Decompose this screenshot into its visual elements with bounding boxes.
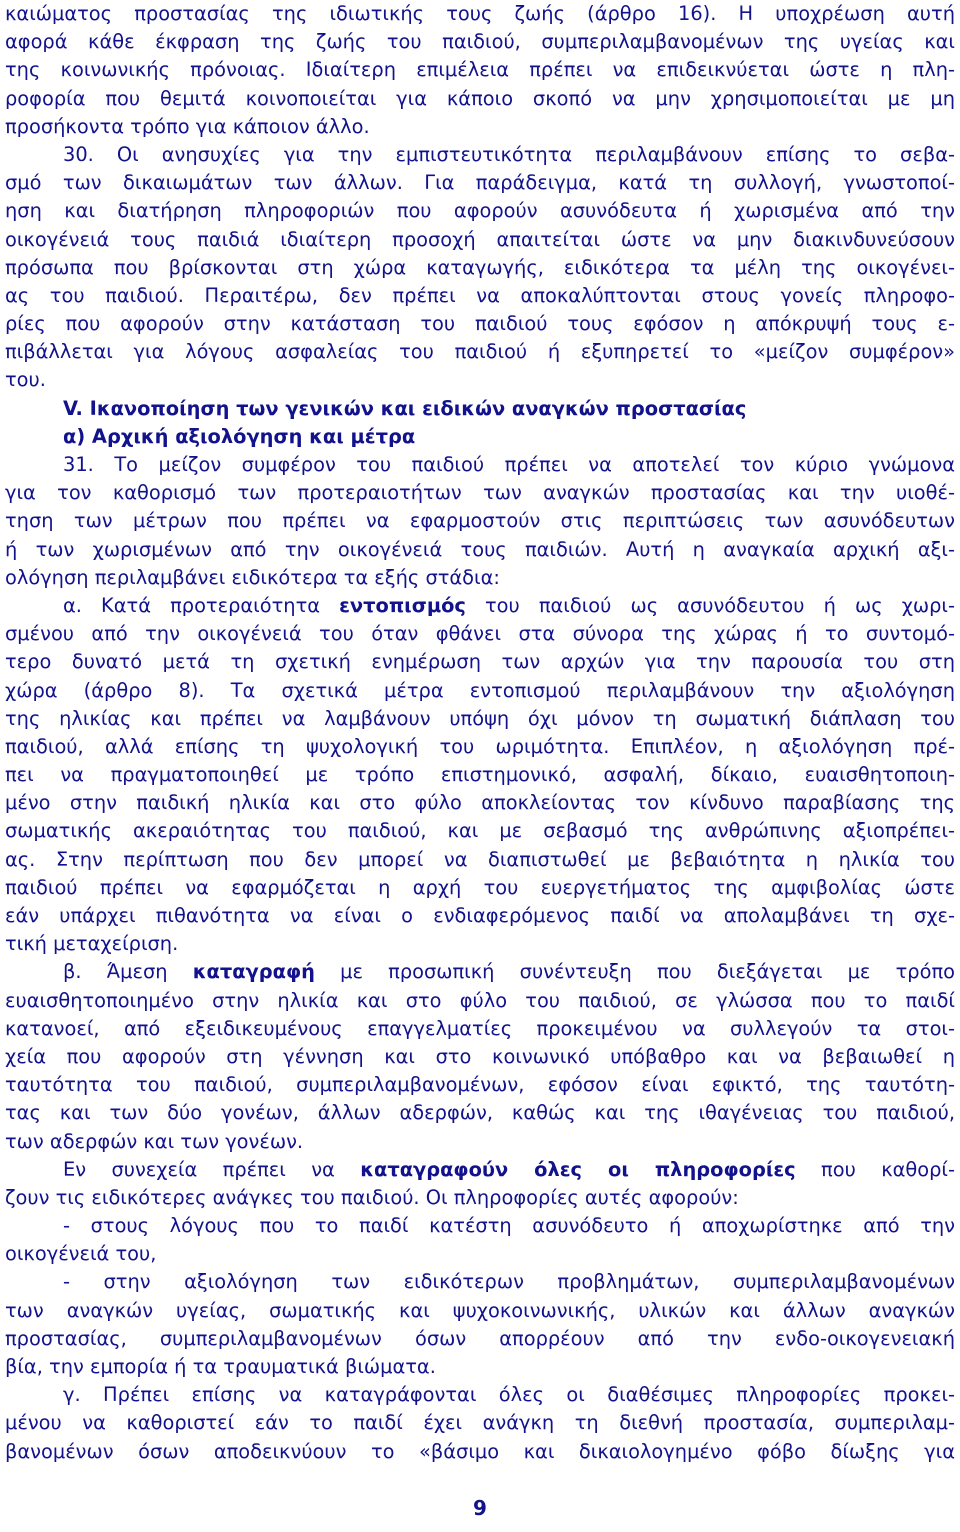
text-run: προστασίας, συμπεριλαμβανομένων όσων απορρέουν από την ενδο-οικογενειακή <box>5 1326 955 1350</box>
text-line <box>5 395 955 423</box>
text-run: ας. Στην περίπτωση που δεν μπορεί να διαπιστωθεί με βεβαιότητα η ηλικία του <box>5 847 955 871</box>
text-run: οικογένειά του, <box>5 1242 157 1266</box>
text-line <box>5 677 955 705</box>
text-line <box>5 1212 955 1240</box>
text-run: σμένου από την οικογένειά του όταν φθάνει στα σύνορα της χώρας ή το συντομό- <box>5 622 955 646</box>
text-run: των αδερφών και των γονέων. <box>5 1129 304 1153</box>
text-line <box>5 564 955 592</box>
text-line <box>5 0 955 28</box>
text-line <box>5 536 955 564</box>
text-line <box>5 846 955 874</box>
text-line <box>5 733 955 761</box>
text-line <box>5 987 955 1015</box>
text-line <box>5 958 955 986</box>
text-run: 31. Το μείζον συμφέρον του παιδιού πρέπει να αποτελεί τον κύριο γνώμονα <box>63 453 955 476</box>
text-line <box>5 1297 955 1325</box>
text-run: οικογένειά τους παιδιά ιδιαίτερη προσοχή απαιτείται ώστε να μην διακινδυνεύσουν <box>5 227 955 251</box>
text-line <box>5 56 955 84</box>
text-line <box>5 902 955 930</box>
page-number: 9 <box>473 1496 487 1520</box>
text-line <box>5 338 955 366</box>
text-line <box>5 1184 955 1212</box>
text-run: α. Κατά προτεραιότητα <box>63 593 340 617</box>
text-run: τερο δυνατό μετά τη σχετική ενημέρωση των αρχών για την παρουσία του στη <box>5 650 955 674</box>
text-line <box>5 1268 955 1296</box>
text-line <box>5 1353 955 1381</box>
text-line <box>5 1043 955 1071</box>
text-line <box>5 1240 955 1268</box>
text-line <box>5 423 955 451</box>
text-run: καιώματος προστασίας της ιδιωτικής τους ζωής (άρθρο 16). Η υποχρέωση αυτή <box>5 2 955 25</box>
bold-text: καταγραφή <box>192 960 315 984</box>
text-run: ηση και διατήρηση πληροφοριών που αφορούν ασυνόδευτα ή χωρισμένα από την <box>5 199 955 223</box>
text-line <box>5 1409 955 1437</box>
text-run: χεία που αφορούν στη γέννηση και στο κοινωνικό υπόβαθρο και να βεβαιωθεί η <box>5 1044 955 1068</box>
text-run: ροφορία που θεμιτά κοινοποιείται για κάποιο σκοπό να μην χρησιμοποιείται με μη <box>5 86 955 110</box>
text-line <box>5 789 955 817</box>
text-line <box>5 1438 955 1466</box>
text-run: παιδιού, αλλά επίσης τη ψυχολογική του ωριμότητα. Επιπλέον, η αξιολόγηση πρέ- <box>5 734 955 758</box>
text-run: μένο στην παιδική ηλικία και στο φύλο αποκλείοντας τον κίνδυνο παραβίασης της <box>5 791 955 815</box>
text-run: πει να πραγματοποιηθεί με τρόπο επιστημονικό, ασφαλή, δίκαιο, ευαισθητοποιη- <box>5 763 955 787</box>
text-run: για τον καθορισμό των προτεραιοτήτων των αναγκών προστασίας και την υιοθέ- <box>5 481 955 505</box>
text-run: α) Αρχική αξιολόγηση και μέτρα <box>63 424 416 448</box>
text-run: του. <box>5 368 46 392</box>
text-run: μένου να καθοριστεί εάν το παιδί έχει ανάγκη τη διεθνή προστασία, συμπεριλαμ- <box>5 1411 955 1435</box>
text-line <box>5 1015 955 1043</box>
text-line <box>5 1381 955 1409</box>
text-line <box>5 451 955 479</box>
text-run: ταυτότητα του παιδιού, συμπεριλαμβανομένων, εφόσον είναι εφικτό, της ταυτότη- <box>5 1073 955 1097</box>
text-line <box>5 705 955 733</box>
text-run: βανομένων όσων αποδεικνύουν το «βάσιμο και δικαιολογημένο φόβο δίωξης για <box>5 1439 955 1463</box>
text-line <box>5 113 955 141</box>
text-run: με προσωπική συνέντευξη που διεξάγεται με τρόπο <box>314 960 955 984</box>
text-run: βία, την εμπορία ή τα τραυματικά βιώματα. <box>5 1355 436 1378</box>
text-line <box>5 507 955 535</box>
text-run: πιβάλλεται για λόγους ασφαλείας του παιδιού ή εξυπηρετεί το «μείζον συμφέρον» <box>5 340 955 364</box>
text-run: κατανοεί, από εξειδικευμένους επαγγελματίες προκειμένου να συλλεγούν τα στοι- <box>5 1016 955 1040</box>
text-run: ευαισθητοποιημένο στην ηλικία και στο φύλο του παιδιού, σε γλώσσα που το παιδί <box>5 988 955 1012</box>
text-run: παιδιού πρέπει να εφαρμόζεται η αρχή του ευεργετήματος της αμφιβολίας ώστε <box>5 875 955 899</box>
text-line <box>5 620 955 648</box>
text-line <box>5 1128 955 1156</box>
document-body <box>5 0 955 1466</box>
text-run: εάν υπάρχει πιθανότητα να είναι ο ενδιαφερόμενος παιδί να απολαμβάνει τη σχε- <box>5 904 955 927</box>
text-line <box>5 366 955 394</box>
text-line <box>5 1325 955 1353</box>
text-line <box>5 1156 955 1184</box>
text-run: - στην αξιολόγηση των ειδικότερων προβλημάτων, συμπεριλαμβανομένων <box>63 1270 955 1294</box>
text-line <box>5 817 955 845</box>
text-run: τική μεταχείριση. <box>5 932 179 956</box>
text-line <box>5 479 955 507</box>
text-run: ζουν τις ειδικότερες ανάγκες του παιδιού. Οι πληροφορίες αυτές αφορούν: <box>5 1185 739 1209</box>
text-line <box>5 226 955 254</box>
text-run: ας του παιδιού. Περαιτέρω, δεν πρέπει να αποκαλύπτονται στους γονείς πληροφο- <box>5 283 955 307</box>
text-run: τας και των δύο γονέων, άλλων αδερφών, καθώς και της ιθαγένειας του παιδιού, <box>5 1101 955 1125</box>
text-line <box>5 310 955 338</box>
text-line <box>5 169 955 197</box>
text-line <box>5 1071 955 1099</box>
text-line <box>5 282 955 310</box>
text-run: τηση των μέτρων που πρέπει να εφαρμοστούν στις περιπτώσεις των ασυνόδευτων <box>5 509 955 533</box>
text-run: των αναγκών υγείας, σωματικής και ψυχοκοινωνικής, υλικών και άλλων αναγκών <box>5 1298 955 1322</box>
text-run: πρόσωπα που βρίσκονται στη χώρα καταγωγής, ειδικότερα τα μέλη της οικογένει- <box>5 255 955 279</box>
text-run: γ. Πρέπει επίσης να καταγράφονται όλες οι διαθέσιμες πληροφορίες προκει- <box>63 1383 955 1407</box>
text-run: ή των χωρισμένων από την οικογένειά τους παιδιών. Αυτή η αναγκαία αρχική αξι- <box>5 537 955 561</box>
text-line <box>5 254 955 282</box>
text-run: σωματικής ακεραιότητας του παιδιού, και με σεβασμό της ανθρώπινης αξιοπρέπει- <box>5 819 955 843</box>
bold-text: εντοπισμός <box>339 593 466 617</box>
text-line <box>5 85 955 113</box>
text-run: V. Ικανοποίηση των γενικών και ειδικών αναγκών προστασίας <box>63 396 747 420</box>
text-run: β. Άμεση <box>63 960 193 984</box>
text-line <box>5 761 955 789</box>
text-line <box>5 1099 955 1127</box>
text-run: ρίες που αφορούν στην κατάσταση του παιδιού τους εφόσον η απόκρυψή τους ε- <box>5 312 955 336</box>
text-line <box>5 197 955 225</box>
text-line <box>5 930 955 958</box>
text-run: που καθορί- <box>795 1157 955 1181</box>
text-line <box>5 28 955 56</box>
text-run: Εν συνεχεία πρέπει να <box>63 1157 361 1181</box>
text-run: προσήκοντα τρόπο για κάποιον άλλο. <box>5 114 370 138</box>
text-run: 30. Οι ανησυχίες για την εμπιστευτικότητα περιλαμβάνουν επίσης το σεβα- <box>63 142 955 166</box>
text-run: του παιδιού ως ασυνόδευτου ή ως χωρι- <box>465 593 955 617</box>
text-run: αφορά κάθε έκφραση της ζωής του παιδιού, συμπεριλαμβανομένων της υγείας και <box>5 30 955 54</box>
text-line <box>5 874 955 902</box>
text-run: ολόγηση περιλαμβάνει ειδικότερα τα εξής στάδια: <box>5 565 500 589</box>
text-run: της κοινωνικής πρόνοιας. Ιδιαίτερη επιμέλεια πρέπει να επιδεικνύεται ώστε η πλη- <box>5 58 955 82</box>
text-line <box>5 648 955 676</box>
bold-text: καταγραφούν όλες οι πληροφορίες <box>360 1157 796 1181</box>
text-line <box>5 141 955 169</box>
text-run: - στους λόγους που το παιδί κατέστη ασυνόδευτο ή αποχωρίστηκε από την <box>63 1214 955 1238</box>
text-run: σμό των δικαιωμάτων των άλλων. Για παράδειγμα, κατά τη συλλογή, γνωστοποί- <box>5 171 955 195</box>
text-run: της ηλικίας και πρέπει να λαμβάνουν υπόψη όχι μόνον τη σωματική διάπλαση του <box>5 706 955 730</box>
text-run: χώρα (άρθρο 8). Τα σχετικά μέτρα εντοπισμού περιλαμβάνουν την αξιολόγηση <box>5 678 955 702</box>
text-line <box>5 592 955 620</box>
